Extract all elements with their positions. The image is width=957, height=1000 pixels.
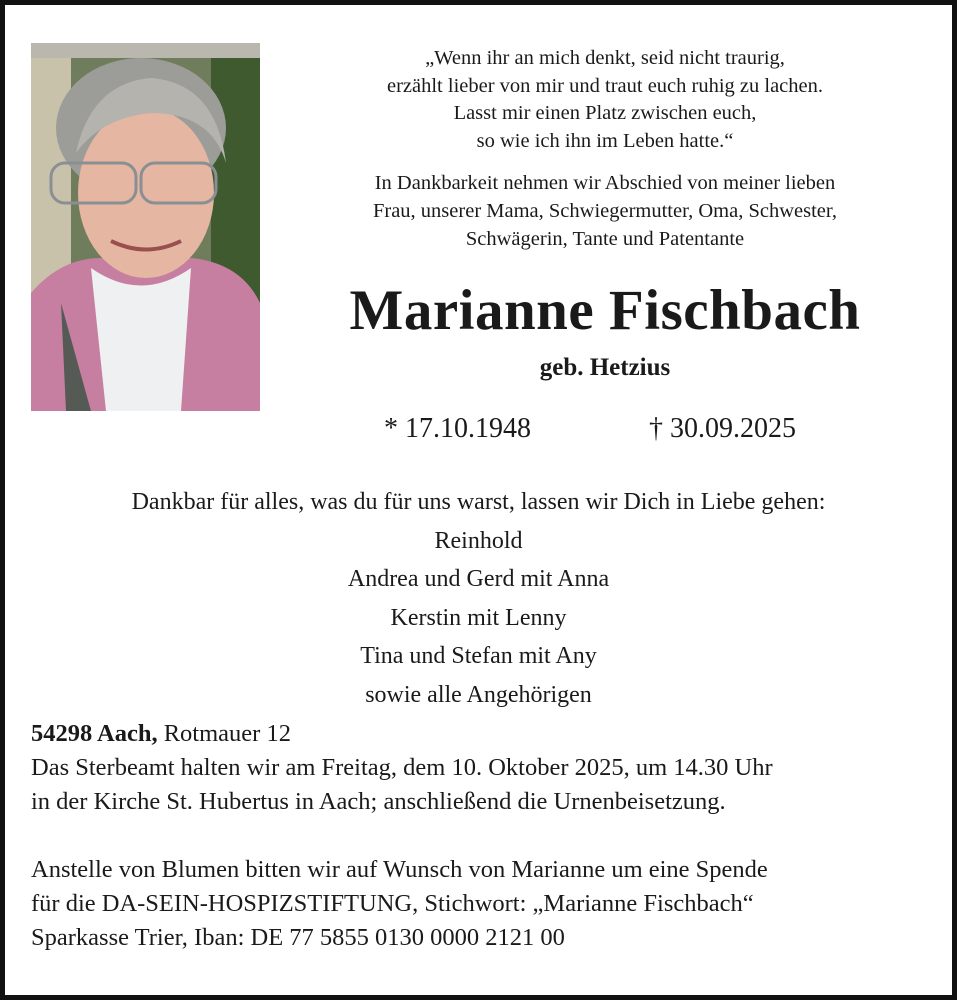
donation-line: für die DA-SEIN-HOSPIZSTIFTUNG, Stichwort: „Marianne Fischbach“ [31,890,754,917]
mourner: Andrea und Gerd mit Anna [347,566,610,592]
service-line: in der Kirche St. Hubertus in Aach; anschließend die Urnenbeisetzung. [31,788,726,815]
birth-date: * 17.10.1948 [384,413,531,444]
mourners-intro: Dankbar für alles, was du für uns warst, lassen wir Dich in Liebe gehen: [131,489,826,515]
address-street: Rotmauer 12 [157,720,291,747]
intro-line: In Dankbarkeit nehmen wir Abschied von meiner lieben [374,172,836,194]
address [31,717,291,751]
donation-line: Anstelle von Blumen bitten wir auf Wunsch von Marianne um eine Spende [31,856,768,883]
quote-line: so wie ich ihn im Leben hatte.“ [476,129,734,152]
quote-line: erzählt lieber von mir und traut euch ruhig zu lachen. [386,74,824,97]
address-city: 54298 Aach, [31,720,158,747]
farewell-intro [300,169,910,253]
portrait-photo [31,43,260,411]
service-info [31,751,773,819]
maiden-name: geb. Hetzius [539,354,671,381]
donation-info [31,853,768,955]
quote-line: Lasst mir einen Platz zwischen euch, [453,102,757,124]
quote [300,45,910,155]
death-date: † 30.09.2025 [649,413,796,444]
intro-line: Schwägerin, Tante und Patentante [465,228,745,250]
donation-line: Sparkasse Trier, Iban: DE 77 5855 0130 0000 2121 00 [31,924,565,951]
mourner: Kerstin mit Lenny [390,604,567,631]
mourner: Tina und Stefan mit Any [360,643,597,669]
quote-line: „Wenn ihr an mich denkt, seid nicht traurig, [425,47,785,69]
mourner: sowie alle Angehörigen [365,681,592,708]
mourner: Reinhold [434,527,523,554]
deceased-name: Marianne Fischbach [349,279,861,342]
service-line: Das Sterbeamt halten wir am Freitag, dem 10. Oktober 2025, um 14.30 Uhr [31,754,773,781]
mourners-block [0,483,957,714]
intro-line: Frau, unserer Mama, Schwiegermutter, Oma, Schwester, [372,200,838,222]
